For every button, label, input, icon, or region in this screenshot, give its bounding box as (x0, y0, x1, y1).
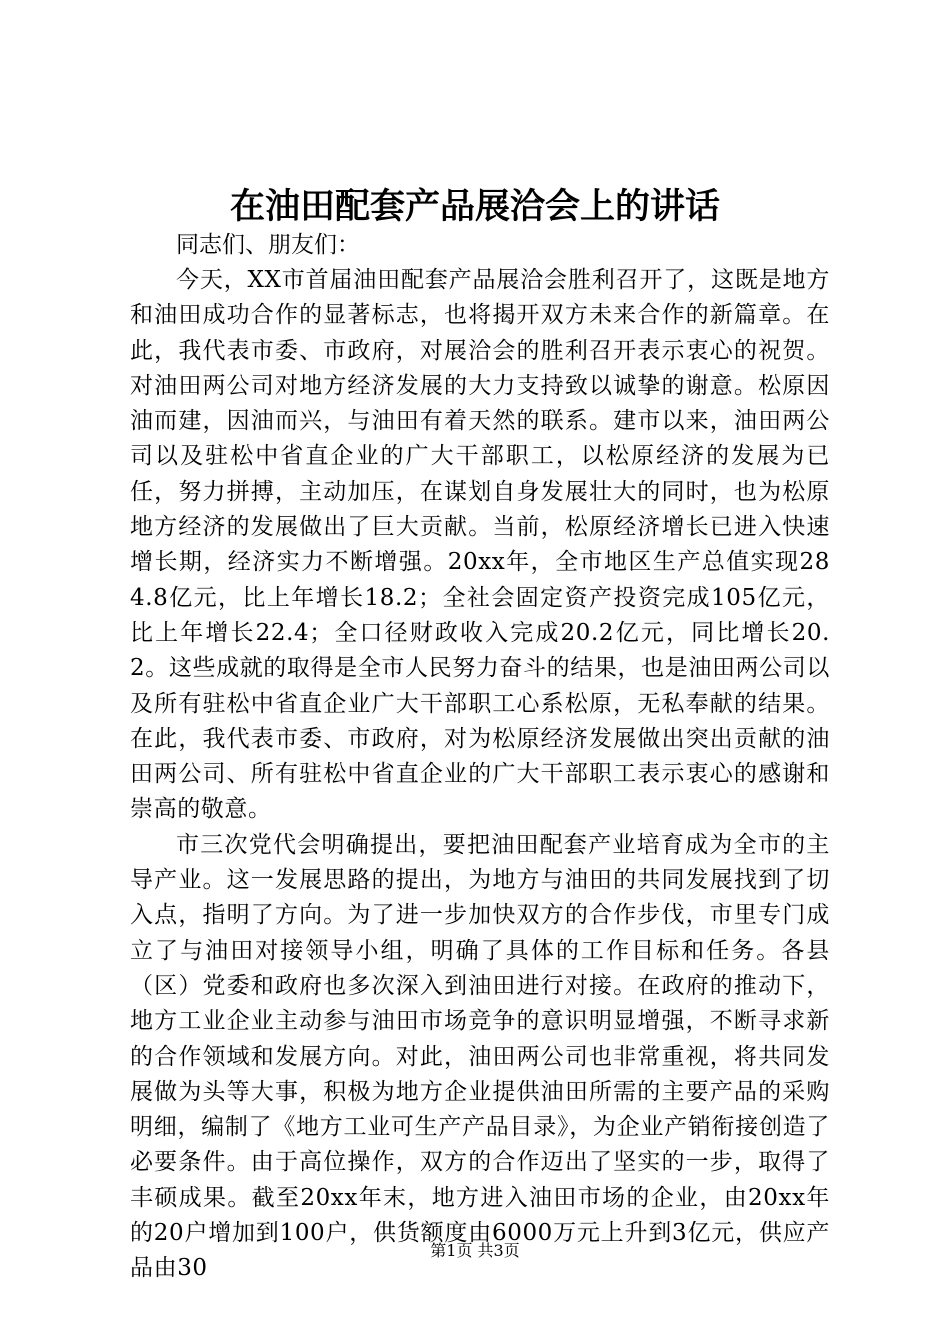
paragraph-1: 今天，XX市首届油田配套产品展洽会胜利召开了，这既是地方和油田成功合作的显著标志，也将揭开双方未来合作的新篇章。在此，我代表市委、市政府，对展洽会的胜利召开表示衷心的祝贺。对油田两公司对地方经济发展的大力支持致以诚挚的谢意。松原因油而建，因油而兴，与油田有着天然的联系。建市以来，油田两公司以及驻松中省直企业的广大干部职工，以松原经济的发展为已任，努力拼搏，主动加压，在谋划自身发展壮大的同时，也为松原地方经济的发展做出了巨大贡献。当前，松原经济增长已进入快速增长期，经济实力不断增强。20xx年，全市地区生产总值实现284.8亿元，比上年增长18.2；全社会固定资产投资完成105亿元，比上年增长22.4；全口径财政收入完成20.2亿元，同比增长20.2。这些成就的取得是全市人民努力奋斗的结果，也是油田两公司以及所有驻松中省直企业广大干部职工心系松原，无私奉献的结果。在此，我代表市委、市政府，对为松原经济发展做出突出贡献的油田两公司、所有驻松中省直企业的广大干部职工表示衷心的感谢和崇高的敬意。 (130, 267, 830, 823)
salutation: 同志们、朋友们： (176, 232, 360, 258)
document-title: 在油田配套产品展洽会上的讲话 (229, 186, 720, 227)
document-body (130, 228, 830, 1287)
page-footer: 第1页 共3页 (430, 1241, 520, 1260)
paragraph-2: 市三次党代会明确提出，要把油田配套产业培育成为全市的主导产业。这一发展思路的提出，为地方与油田的共同发展找到了切入点，指明了方向。为了进一步加快双方的合作步伐，市里专门成立了与油田对接领导小组，明确了具体的工作目标和任务。各县（区）党委和政府也多次深入到油田进行对接。在政府的推动下，地方工业企业主动参与油田市场竞争的意识明显增强，不断寻求新的合作领域和发展方向。对此，油田两公司也非常重视，将共同发展做为头等大事，积极为地方企业提供油田所需的主要产品的采购明细，编制了《地方工业可生产产品目录》，为企业产销衔接创造了必要条件。由于高位操作，双方的合作迈出了坚实的一步，取得了丰硕成果。截至20xx年末，地方进入油田市场的企业，由20xx年的20户增加到100户，供货额度由6000万元上升到3亿元，供应产品由30 (130, 831, 830, 1282)
